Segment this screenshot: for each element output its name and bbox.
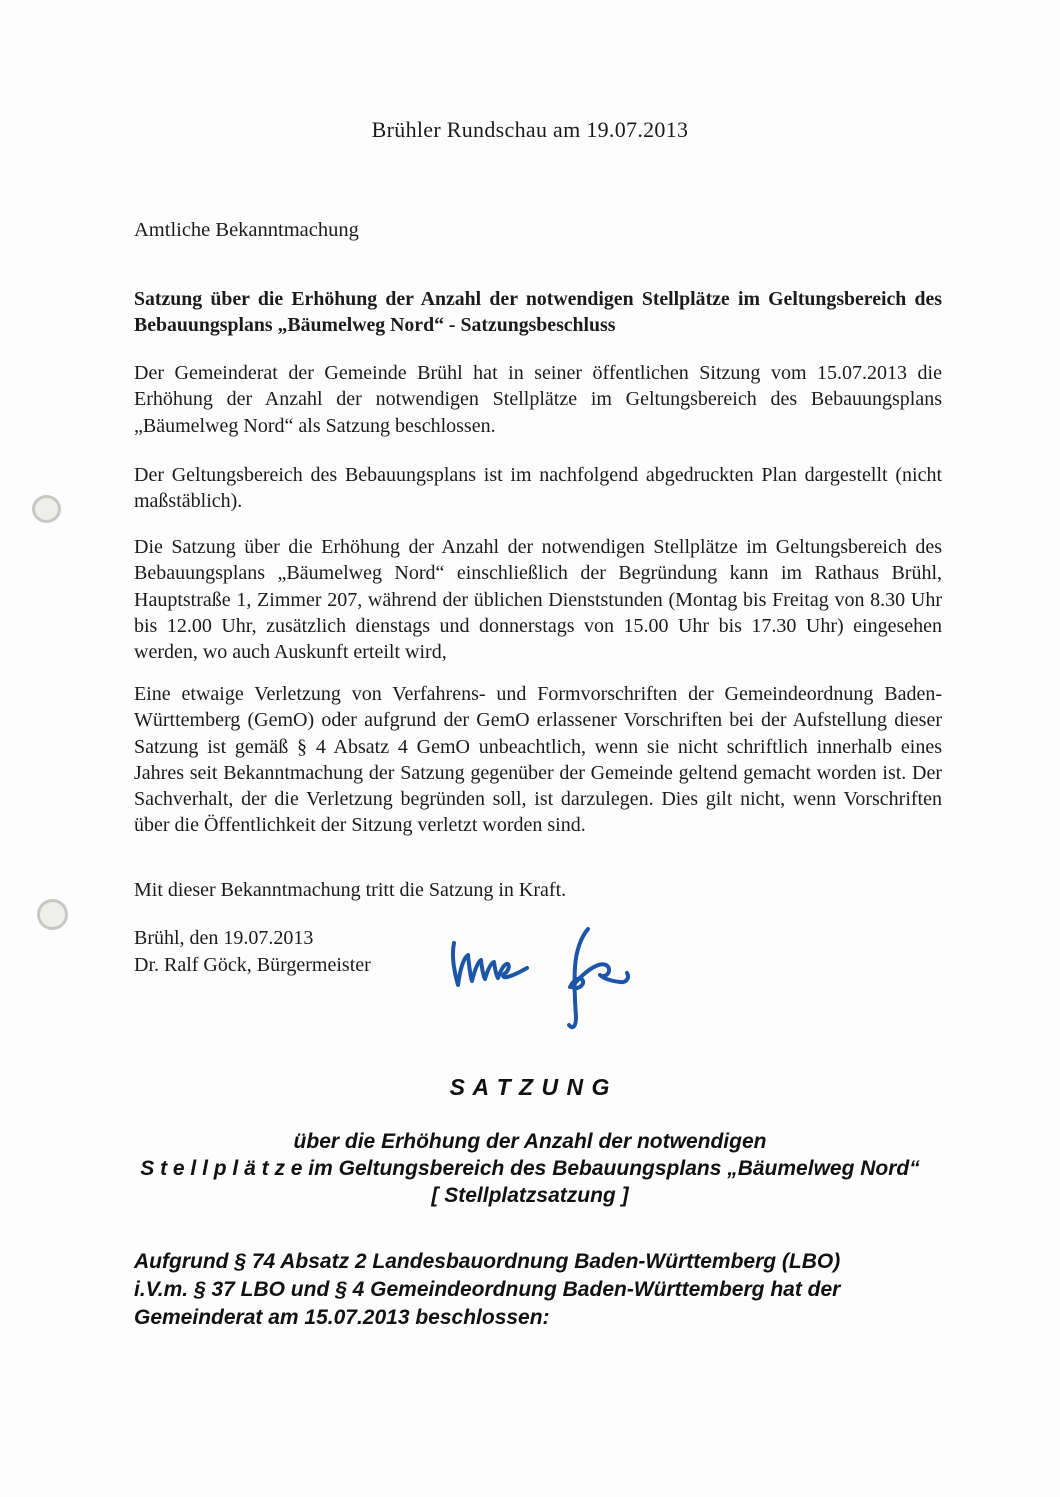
punch-hole-top — [32, 495, 61, 523]
effect-line: Mit dieser Bekanntmachung tritt die Satzung in Kraft. — [134, 879, 567, 901]
notice-paragraph-2: Der Geltungsbereich des Bebauungsplans ist im nachfolgend abgedruckten Plan dargestellt (nicht maßstäblich). — [134, 464, 942, 513]
notice-paragraph-1: Der Gemeinderat der Gemeinde Brühl hat in seiner öffentlichen Sitzung vom 15.07.2013 die Erhöhung der Anzahl der notwendigen Stellplätze im Geltungsbereich des Bebauungsplans „Bäumelweg Nord“ als Satzung beschlossen. — [134, 362, 942, 437]
satzung-subtitle-line-2: S t e l l p l ä t z e im Geltungsbereich des Bebauungsplans „Bäumelweg Nord“ — [140, 1157, 920, 1180]
satzung-subtitle-line-3: [ Stellplatzsatzung ] — [431, 1184, 629, 1207]
signatory-line: Dr. Ralf Göck, Bürgermeister — [134, 954, 371, 976]
notice-paragraph-4: Eine etwaige Verletzung von Verfahrens- und Formvorschriften der Gemeindeordnung Baden-Württemberg (GemO) oder aufgrund der GemO erlassener Vorschriften bei der Aufstellung dieser Satzung ist gemäß § 4 Absatz 4 GemO unbeachtlich, wenn sie nicht schriftlich innerhalb eines Jahres seit Bekanntmachung der Satzung gegenüber der Gemeinde geltend gemacht worden ist. Der Sachverhalt, der die Verletzung begründen soll, ist darzulegen. Dies gilt nicht, wenn Vorschriften über die Öffentlichkeit der Sitzung verletzt worden sind. — [134, 683, 942, 837]
punch-hole-bottom — [37, 899, 68, 930]
legal-basis-paragraph: Aufgrund § 74 Absatz 2 Landesbauordnung Baden-Württemberg (LBO) i.V.m. § 37 LBO und § 4 Gemeindeordnung Baden-Württemberg hat der Gemeinderat am 15.07.2013 beschlossen: — [134, 1250, 841, 1329]
signature-autograph — [440, 915, 680, 1050]
place-date-line: Brühl, den 19.07.2013 — [134, 927, 314, 949]
signature-stroke-left — [453, 943, 527, 985]
masthead-source-line: Brühler Rundschau am 19.07.2013 — [371, 117, 689, 142]
satzung-subtitle-line-1: über die Erhöhung der Anzahl der notwendigen — [293, 1130, 767, 1153]
section-label: Amtliche Bekanntmachung — [134, 219, 359, 241]
notice-heading: Satzung über die Erhöhung der Anzahl der notwendigen Stellplätze im Geltungsbereich des Bebauungsplans „Bäumelweg Nord“ - Satzungsbeschluss — [134, 288, 942, 336]
satzung-subtitle — [0, 1128, 1060, 1209]
signature-stroke-right-flourish — [570, 964, 628, 988]
satzung-title: S A T Z U N G — [449, 1074, 611, 1100]
notice-paragraph-3: Die Satzung über die Erhöhung der Anzahl der notwendigen Stellplätze im Geltungsbereich des Bebauungsplans „Bäumelweg Nord“ einschließlich der Begründung kann im Rathaus Brühl, Hauptstraße 1, Zimmer 207, während der üblichen Dienststunden (Montag bis Freitag von 8.30 Uhr bis 12.00 Uhr, zusätzlich dienstags und donnerstags von 15.00 Uhr bis 17.30 Uhr) eingesehen werden, wo auch Auskunft erteilt wird, — [134, 536, 942, 664]
